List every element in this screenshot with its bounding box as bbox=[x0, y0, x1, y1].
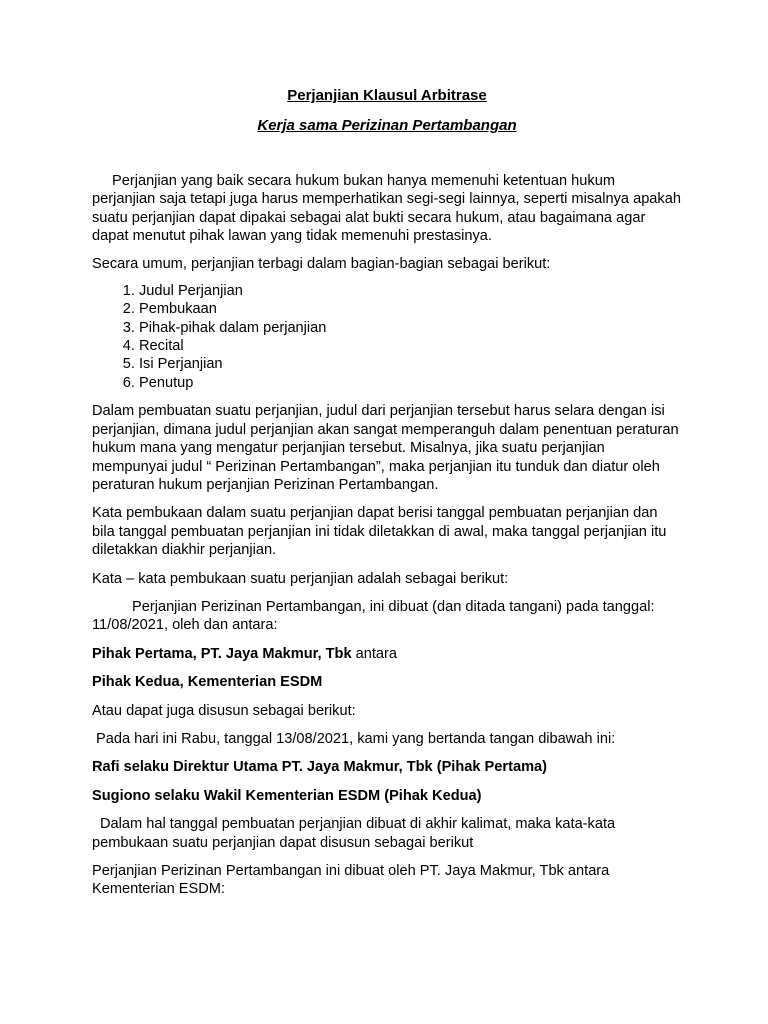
party-first bbox=[92, 645, 682, 663]
party-first-name: Pihak Pertama, PT. Jaya Makmur, Tbk bbox=[92, 645, 352, 662]
document-subtitle: Kerja sama Perizinan Pertambangan bbox=[257, 117, 517, 135]
document-body bbox=[92, 87, 682, 899]
list-item: 3. Pihak-pihak dalam perjanjian bbox=[139, 319, 682, 337]
document-title: Perjanjian Klausul Arbitrase bbox=[287, 87, 487, 104]
example-opening-1: Perjanjian Perizinan Pertambangan, ini dibuat (dan ditada tangani) pada tanggal: 11/08/2021, oleh dan antara: bbox=[92, 598, 655, 634]
general-paragraph: Secara umum, perjanjian terbagi dalam bagian-bagian sebagai berikut: bbox=[92, 256, 551, 273]
list-item: 5. Isi Perjanjian bbox=[139, 355, 682, 373]
signer-first: Rafi selaku Direktur Utama PT. Jaya Makmur, Tbk (Pihak Pertama) bbox=[92, 759, 548, 776]
party-first-suffix: antara bbox=[351, 645, 398, 662]
party-second: Pihak Kedua, Kementerian ESDM bbox=[92, 674, 323, 691]
list-item: 2. Pembukaan bbox=[139, 300, 682, 318]
parts-list bbox=[92, 282, 682, 392]
list-item: 6. Penutup bbox=[139, 374, 682, 392]
opening-words-paragraph: Kata – kata pembukaan suatu perjanjian adalah sebagai berikut: bbox=[92, 570, 509, 587]
list-item: 1. Judul Perjanjian bbox=[139, 282, 682, 300]
end-date-paragraph: Dalam hal tanggal pembuatan perjanjian dibuat di akhir kalimat, maka kata-kata pembukaan suatu perjanjian dapat disusun sebagai berikut bbox=[92, 816, 616, 851]
intro-paragraph: Perjanjian yang baik secara hukum bukan hanya memenuhi ketentuan hukum perjanjian saja tetapi juga harus memperhatikan segi-segi lainnya, seperti misalnya apakah suatu perjanjian dapat dipakai sebagai alat bukti secara hukum, atau bagaimana agar dapat menutut pihak lawan yang tidak memenuhi prestasinya. bbox=[92, 172, 681, 245]
opening-paragraph: Kata pembukaan dalam suatu perjanjian dapat berisi tanggal pembuatan perjanjian dan bila tanggal pembuatan perjanjian ini tidak diletakkan di awal, maka tanggal perjanjian itu diletakkan diakhir perjanjian. bbox=[92, 505, 667, 559]
final-paragraph: Perjanjian Perizinan Pertambangan ini dibuat oleh PT. Jaya Makmur, Tbk antara Kementerian ESDM: bbox=[92, 863, 610, 898]
list-item: 4. Recital bbox=[139, 337, 682, 355]
example-opening-2: Pada hari ini Rabu, tanggal 13/08/2021, kami yang bertanda tangan dibawah ini: bbox=[96, 730, 616, 747]
title-paragraph: Dalam pembuatan suatu perjanjian, judul dari perjanjian tersebut harus selara dengan isi perjanjian, dimana judul perjanjian akan sangat memperanguh dalam penentuan peraturan hukum mana yang mengatur perjanjian tersebut. Misalnya, jika suatu perjanjian mempunyai judul “ Perizinan Pertambangan”, maka perjanjian itu tunduk dan diatur oleh peraturan hukum perjanjian Perizinan Pertambangan. bbox=[92, 403, 679, 493]
signer-second: Sugiono selaku Wakil Kementerian ESDM (Pihak Kedua) bbox=[92, 787, 482, 804]
alternative-paragraph: Atau dapat juga disusun sebagai berikut: bbox=[92, 702, 356, 719]
